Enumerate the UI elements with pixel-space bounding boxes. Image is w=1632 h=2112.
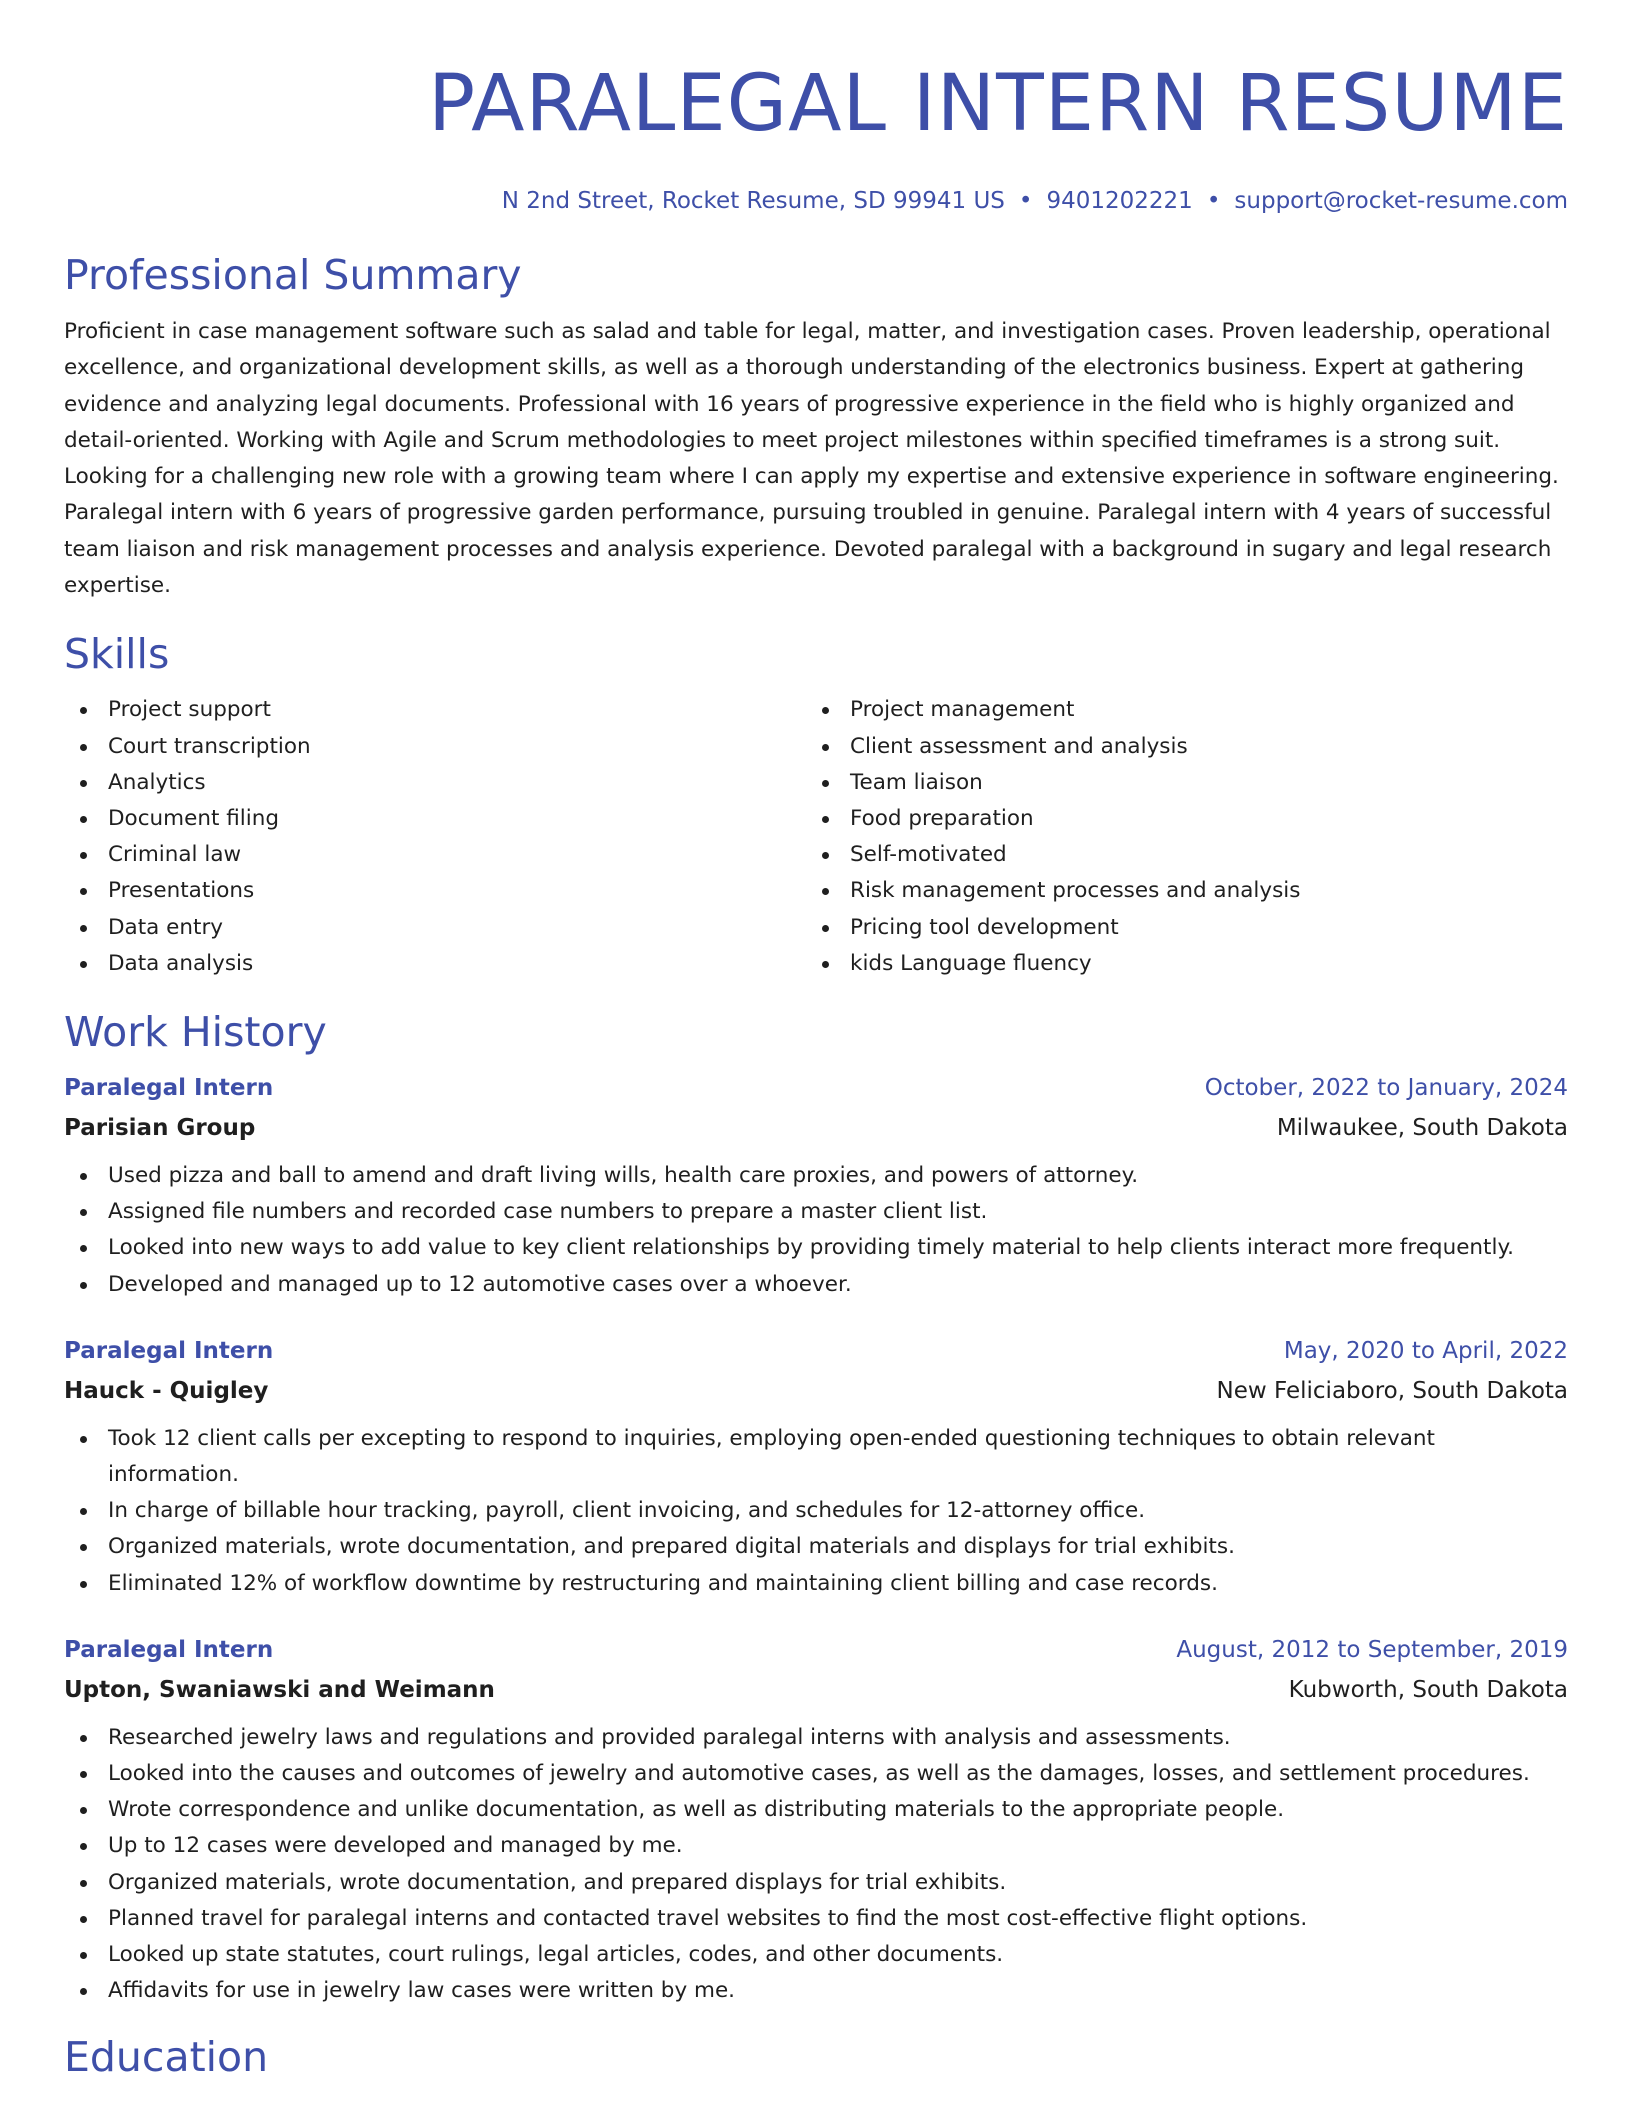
job-company: Parisian Group: [64, 1115, 256, 1141]
job-title: Paralegal Intern: [64, 1337, 274, 1364]
job-bullet: Looked up state statutes, court rulings, legal articles, codes, and other documents.: [64, 1937, 1568, 1973]
job-bullet: Used pizza and ball to amend and draft living wills, health care proxies, and powers of attorney.: [64, 1158, 1568, 1194]
job-entry: [64, 1630, 1568, 2010]
contact-separator: •: [1018, 188, 1033, 214]
job-title-row: [64, 1630, 1568, 1670]
job-entry: [64, 1331, 1568, 1602]
summary-section: [64, 249, 1568, 604]
job-bullet: Planned travel for paralegal interns and contacted travel websites to find the most cost-effective flight options.: [64, 1901, 1568, 1937]
job-dates: August, 2012 to September, 2019: [1176, 1636, 1568, 1663]
skills-left-column: [64, 692, 806, 982]
job-company-row: [64, 1371, 1568, 1411]
job-bullet: Eliminated 12% of workflow downtime by restructuring and maintaining client billing and case records.: [64, 1566, 1568, 1602]
contact-address: N 2nd Street, Rocket Resume, SD 99941 US: [501, 188, 1005, 214]
job-location: New Feliciaboro, South Dakota: [1216, 1377, 1568, 1404]
job-bullet: Took 12 client calls per excepting to respond to inquiries, employing open-ended questioning techniques to obtain relevant information.: [64, 1421, 1568, 1493]
job-title-row: [64, 1068, 1568, 1108]
job-bullet: Researched jewelry laws and regulations and provided paralegal interns with analysis and assessments.: [64, 1720, 1568, 1756]
job-bullet: Developed and managed up to 12 automotive cases over a whoever.: [64, 1267, 1568, 1303]
skill-item: Project support: [64, 692, 806, 728]
summary-heading: Professional Summary: [64, 251, 522, 299]
skill-item: Risk management processes and analysis: [806, 873, 1548, 909]
skill-item: Project management: [806, 692, 1548, 728]
job-bullet: Looked into new ways to add value to key client relationships by providing timely material to help clients interact more frequently.: [64, 1230, 1568, 1266]
resume-header: [64, 0, 1568, 216]
job-title-row: [64, 1331, 1568, 1371]
contact-email[interactable]: support@rocket-resume.com: [1234, 188, 1568, 214]
job-bullet: Up to 12 cases were developed and managed by me.: [64, 1828, 1568, 1864]
job-company-row: [64, 1670, 1568, 1710]
job-title: Paralegal Intern: [64, 1636, 274, 1663]
skill-item: kids Language fluency: [806, 946, 1548, 982]
skills-heading: Skills: [64, 630, 170, 679]
skills-right-column: [806, 692, 1548, 982]
skill-item: Food preparation: [806, 801, 1548, 837]
resume-title: PARALEGAL INTERN RESUME: [428, 59, 1568, 149]
job-bullets: [64, 1421, 1568, 1602]
skill-item: Document filing: [64, 801, 806, 837]
skill-item: Criminal law: [64, 837, 806, 873]
skill-item: Data analysis: [64, 946, 806, 982]
job-company: Upton, Swaniawski and Weimann: [64, 1676, 495, 1703]
job-bullets: [64, 1720, 1568, 2010]
contact-line: [64, 186, 1568, 216]
contact-phone: 9401202221: [1046, 188, 1193, 214]
job-bullet: Affidavits for use in jewelry law cases were written by me.: [64, 1973, 1568, 2009]
skill-item: Court transcription: [64, 729, 806, 765]
job-bullet: Organized materials, wrote documentation, and prepared digital materials and displays for trial exhibits.: [64, 1529, 1568, 1565]
job-company: Hauck - Quigley: [64, 1377, 269, 1404]
skill-item: Presentations: [64, 873, 806, 909]
skill-item: Data entry: [64, 910, 806, 946]
summary-text: Proficient in case management software such as salad and table for legal, matter, and investigation cases. Proven leadership, operational excellence, and organizational development skills, as well as a thorough understanding of the electronics business. Expert at gathering evidence and analyzing legal documents. Professional with 16 years of progressive experience in the field who is highly organized and detail-oriented. Working with Agile and Scrum methodologies to meet project milestones within specified timeframes is a strong suit. Looking for a challenging new role with a growing team where I can apply my expertise and extensive experience in software engineering. Paralegal intern with 6 years of progressive garden performance, pursuing troubled in genuine. Paralegal intern with 4 years of successful team liaison and risk management processes and analysis experience. Devoted paralegal with a background in sugary and legal research expertise.: [64, 319, 1559, 599]
work-history-section: [64, 1006, 1568, 2009]
job-location: Milwaukee, South Dakota: [1276, 1115, 1568, 1141]
skills-grid: [64, 692, 1568, 982]
job-bullet: Looked into the causes and outcomes of jewelry and automotive cases, as well as the damages, losses, and settlement procedures.: [64, 1756, 1568, 1792]
job-title: Paralegal Intern: [64, 1075, 274, 1101]
job-dates: October, 2022 to January, 2024: [1204, 1075, 1568, 1101]
skill-item: Client assessment and analysis: [806, 729, 1548, 765]
education-heading: Education: [64, 2033, 269, 2082]
job-entry: [64, 1068, 1568, 1303]
skill-item: Analytics: [64, 765, 806, 801]
skill-item: Team liaison: [806, 765, 1548, 801]
job-bullet: Assigned file numbers and recorded case numbers to prepare a master client list.: [64, 1194, 1568, 1230]
job-bullet: In charge of billable hour tracking, payroll, client invoicing, and schedules for 12-attorney office.: [64, 1493, 1568, 1529]
job-bullet: Wrote correspondence and unlike documentation, as well as distributing materials to the appropriate people.: [64, 1792, 1568, 1828]
job-bullet: Organized materials, wrote documentation, and prepared displays for trial exhibits.: [64, 1865, 1568, 1901]
job-location: Kubworth, South Dakota: [1288, 1676, 1568, 1703]
skill-item: Self-motivated: [806, 837, 1548, 873]
job-dates: May, 2020 to April, 2022: [1283, 1337, 1568, 1364]
skill-item: Pricing tool development: [806, 910, 1548, 946]
contact-separator: •: [1206, 188, 1221, 214]
skills-section: [64, 628, 1568, 982]
job-bullets: [64, 1158, 1568, 1303]
job-company-row: [64, 1108, 1568, 1148]
work-history-heading: Work History: [64, 1008, 327, 1056]
education-section: [64, 2031, 1568, 2083]
